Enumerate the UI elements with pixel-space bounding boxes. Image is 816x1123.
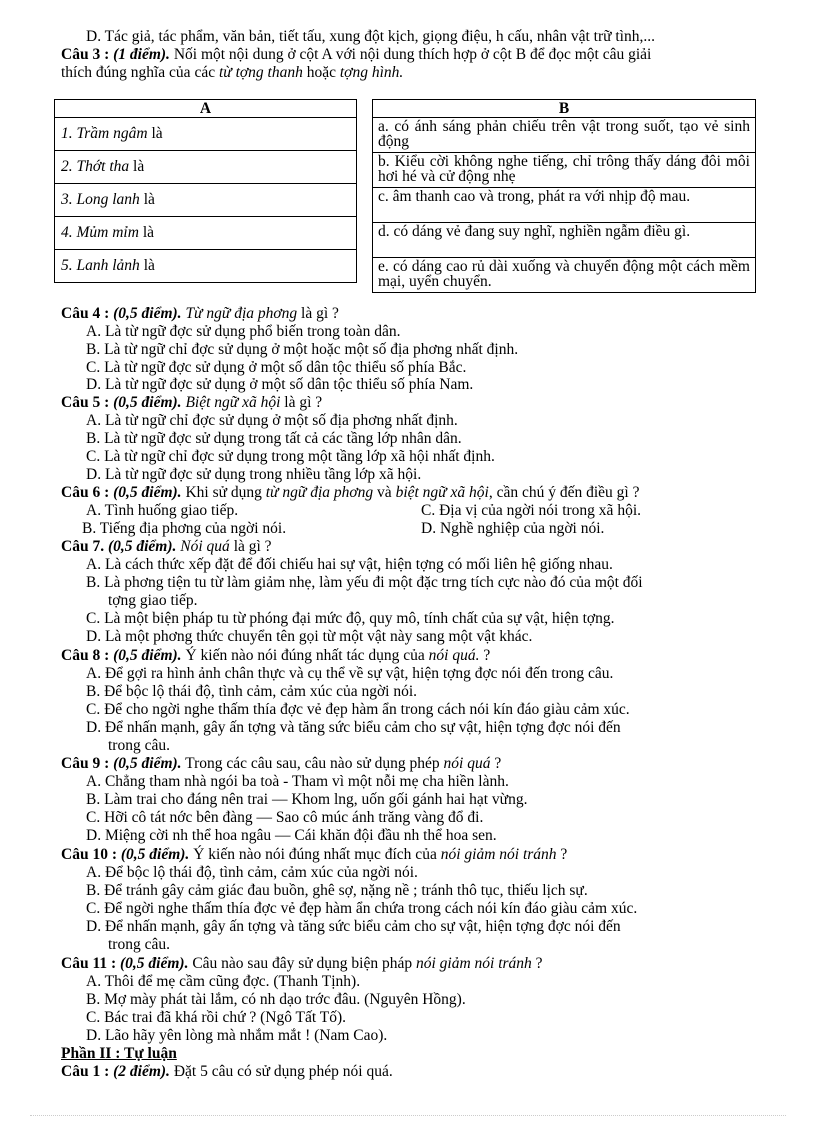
- q10-option-b: B. Để tránh gây cảm giác đau buồn, ghê sợ, nặng nề ; tránh thô tục, thiếu lịch sự.: [86, 882, 588, 899]
- q11-option-b: B. Mợ mày phát tài lắm, có nh dạo trớc đâu. (Nguyên Hồng).: [86, 991, 466, 1008]
- q7-option-b: B. Là phơng tiện tu từ làm giảm nhẹ, làm yếu đi một đặc trng tích cực nào đó của một đối: [86, 574, 643, 591]
- table-a-row: 3. Long lanh là: [55, 184, 357, 217]
- prev-question-option-d: D. Tác giả, tác phẩm, văn bản, tiết tấu, xung đột kịch, giọng điệu, h cấu, nhân vật trữ tình,...: [86, 28, 655, 45]
- q10-option-d: D. Để nhấn mạnh, gây ấn tợng và tăng sức biểu cảm cho sự vật, hiện tợng đợc nói đến: [86, 918, 621, 935]
- q3-prompt-line2: thích đúng nghĩa của các từ tợng thanh hoặc tợng hình.: [61, 64, 404, 81]
- q6-option-a: A. Tình huống giao tiếp.: [86, 502, 239, 519]
- q11-option-c: C. Bác trai đã khá rồi chứ ? (Ngô Tất Tố).: [86, 1009, 347, 1026]
- q4-option-d: D. Là từ ngữ đợc sử dụng ở một số dân tộc thiểu số phía Nam.: [86, 376, 474, 393]
- q6-option-b: B. Tiếng địa phơng của ngời nói.: [82, 520, 287, 537]
- q4-option-b: B. Là từ ngữ chỉ đợc sử dụng ở một hoặc một số địa phơng nhất định.: [86, 341, 519, 358]
- table-column-b: [372, 99, 756, 293]
- q8-prompt: Câu 8 : (0,5 điểm). Ý kiến nào nói đúng nhất tác dụng của nói quá. ?: [61, 647, 491, 664]
- table-b-row: c. âm thanh cao và trong, phát ra với nhịp độ mau.: [373, 188, 756, 223]
- q5-option-d: D. Là từ ngữ đợc sử dụng trong nhiều tầng lớp xã hội.: [86, 466, 422, 483]
- q6-option-c: C. Địa vị của ngời nói trong xã hội.: [421, 502, 641, 519]
- table-a-row: 1. Trầm ngâm là: [55, 118, 357, 151]
- q9-option-d: D. Miệng cời nh thể hoa ngâu — Cái khăn đội đầu nh thể hoa sen.: [86, 827, 497, 844]
- table-b-row: d. có dáng vẻ đang suy nghĩ, nghiền ngẫm điều gì.: [373, 223, 756, 258]
- q8-option-c: C. Để cho ngời nghe thấm thía đợc vẻ đẹp hàm ẩn trong cách nói kín đáo giàu cảm xúc.: [86, 701, 630, 718]
- table-a-row: 4. Mủm mỉm là: [55, 217, 357, 250]
- q4-option-c: C. Là từ ngữ đợc sử dụng ở một số dân tộc thiểu số phía Bắc.: [86, 359, 467, 376]
- q4-option-a: A. Là từ ngữ đợc sử dụng phổ biến trong toàn dân.: [86, 323, 401, 340]
- q5-option-c: C. Là từ ngữ chỉ đợc sử dụng trong một tầng lớp xã hội nhất định.: [86, 448, 495, 465]
- table-a-row: 5. Lanh lảnh là: [55, 250, 357, 283]
- table-b-row: b. Kiểu cời không nghe tiếng, chỉ trông thấy dáng đôi môi hơi hé và cử động nhẹ: [373, 153, 756, 188]
- q10-option-d-cont: trong câu.: [108, 936, 170, 953]
- q11-prompt: Câu 11 : (0,5 điểm). Câu nào sau đây sử dụng biện pháp nói giảm nói tránh ?: [61, 955, 543, 972]
- q8-option-d: D. Để nhấn mạnh, gây ấn tợng và tăng sức biểu cảm cho sự vật, hiện tợng đợc nói đến: [86, 719, 621, 736]
- q7-option-b-cont: tợng giao tiếp.: [108, 592, 198, 609]
- q10-option-a: A. Để bộc lộ thái độ, tình cảm, cảm xúc của ngời nói.: [86, 864, 418, 881]
- q5-option-b: B. Là từ ngữ đợc sử dụng trong tất cả các tầng lớp nhân dân.: [86, 430, 462, 447]
- q7-option-a: A. Là cách thức xếp đặt để đối chiếu hai sự vật, hiện tợng có mối liên hệ giống nhau.: [86, 556, 613, 573]
- q3-prompt-line1: Câu 3 : (1 điểm). Nối một nội dung ở cột A với nội dung thích hợp ở cột B để đọc một câu giải: [61, 46, 652, 63]
- q6-option-d: D. Nghề nghiệp của ngời nói.: [421, 520, 605, 537]
- q10-option-c: C. Để ngời nghe thấm thía đợc vẻ đẹp hàm ẩn chứa trong cách nói kín đáo giàu cảm xúc.: [86, 900, 638, 917]
- q5-option-a: A. Là từ ngữ chỉ đợc sử dụng ở một số địa phơng nhất định.: [86, 412, 458, 429]
- table-a-row: 2. Thớt tha là: [55, 151, 357, 184]
- page-bottom-divider: [30, 1115, 786, 1116]
- q9-option-b: B. Làm trai cho đáng nên trai — Khom lng, uốn gối gánh hai hạt vừng.: [86, 791, 528, 808]
- q5-prompt: Câu 5 : (0,5 điểm). Biệt ngữ xã hội là gì ?: [61, 394, 323, 411]
- q8-option-d-cont: trong câu.: [108, 737, 170, 754]
- q11-option-d: D. Lão hãy yên lòng mà nhắm mắt ! (Nam Cao).: [86, 1027, 388, 1044]
- q10-prompt: Câu 10 : (0,5 điểm). Ý kiến nào nói đúng nhất mục đích của nói giảm nói tránh ?: [61, 846, 568, 863]
- table-column-a: [54, 99, 357, 283]
- table-b-row: e. có dáng cao rủ dài xuống và chuyển động một cách mềm mại, uyển chuyển.: [373, 258, 756, 293]
- table-b-header: B: [373, 100, 756, 118]
- q9-option-c: C. Hỡi cô tát nớc bên đàng — Sao cô múc ánh trăng vàng đổ đi.: [86, 809, 484, 826]
- q9-prompt: Câu 9 : (0,5 điểm). Trong các câu sau, câu nào sử dụng phép nói quá ?: [61, 755, 502, 772]
- q11-option-a: A. Thôi để mẹ cầm cũng đợc. (Thanh Tịnh).: [86, 973, 361, 990]
- q7-option-d: D. Là một phơng thức chuyển tên gọi từ một vật này sang một vật khác.: [86, 628, 533, 645]
- q7-option-c: C. Là một biện pháp tu từ phóng đại mức độ, quy mô, tính chất của sự vật, hiện tợng.: [86, 610, 615, 627]
- q6-prompt: Câu 6 : (0,5 điểm). Khi sử dụng từ ngữ địa phơng và biệt ngữ xã hội, cần chú ý đến điều gì ?: [61, 484, 640, 501]
- q7-prompt: Câu 7. (0,5 điểm). Nói quá là gì ?: [61, 538, 272, 555]
- q9-option-a: A. Chẳng tham nhà ngói ba toà - Tham vì một nỗi mẹ cha hiền lành.: [86, 773, 509, 790]
- q8-option-b: B. Để bộc lộ thái độ, tình cảm, cảm xúc của ngời nói.: [86, 683, 418, 700]
- table-b-row: a. có ánh sáng phản chiếu trên vật trong suốt, tạo vẻ sinh động: [373, 118, 756, 153]
- q8-option-a: A. Để gợi ra hình ảnh chân thực và cụ thể về sự vật, hiện tợng đợc nói đến trong câu.: [86, 665, 614, 682]
- q4-prompt: Câu 4 : (0,5 điểm). Từ ngữ địa phơng là gì ?: [61, 305, 339, 322]
- table-a-header: A: [55, 100, 357, 118]
- part2-q1: Câu 1 : (2 điểm). Đặt 5 câu có sử dụng phép nói quá.: [61, 1063, 393, 1080]
- part2-heading: Phần II : Tự luận: [61, 1045, 177, 1062]
